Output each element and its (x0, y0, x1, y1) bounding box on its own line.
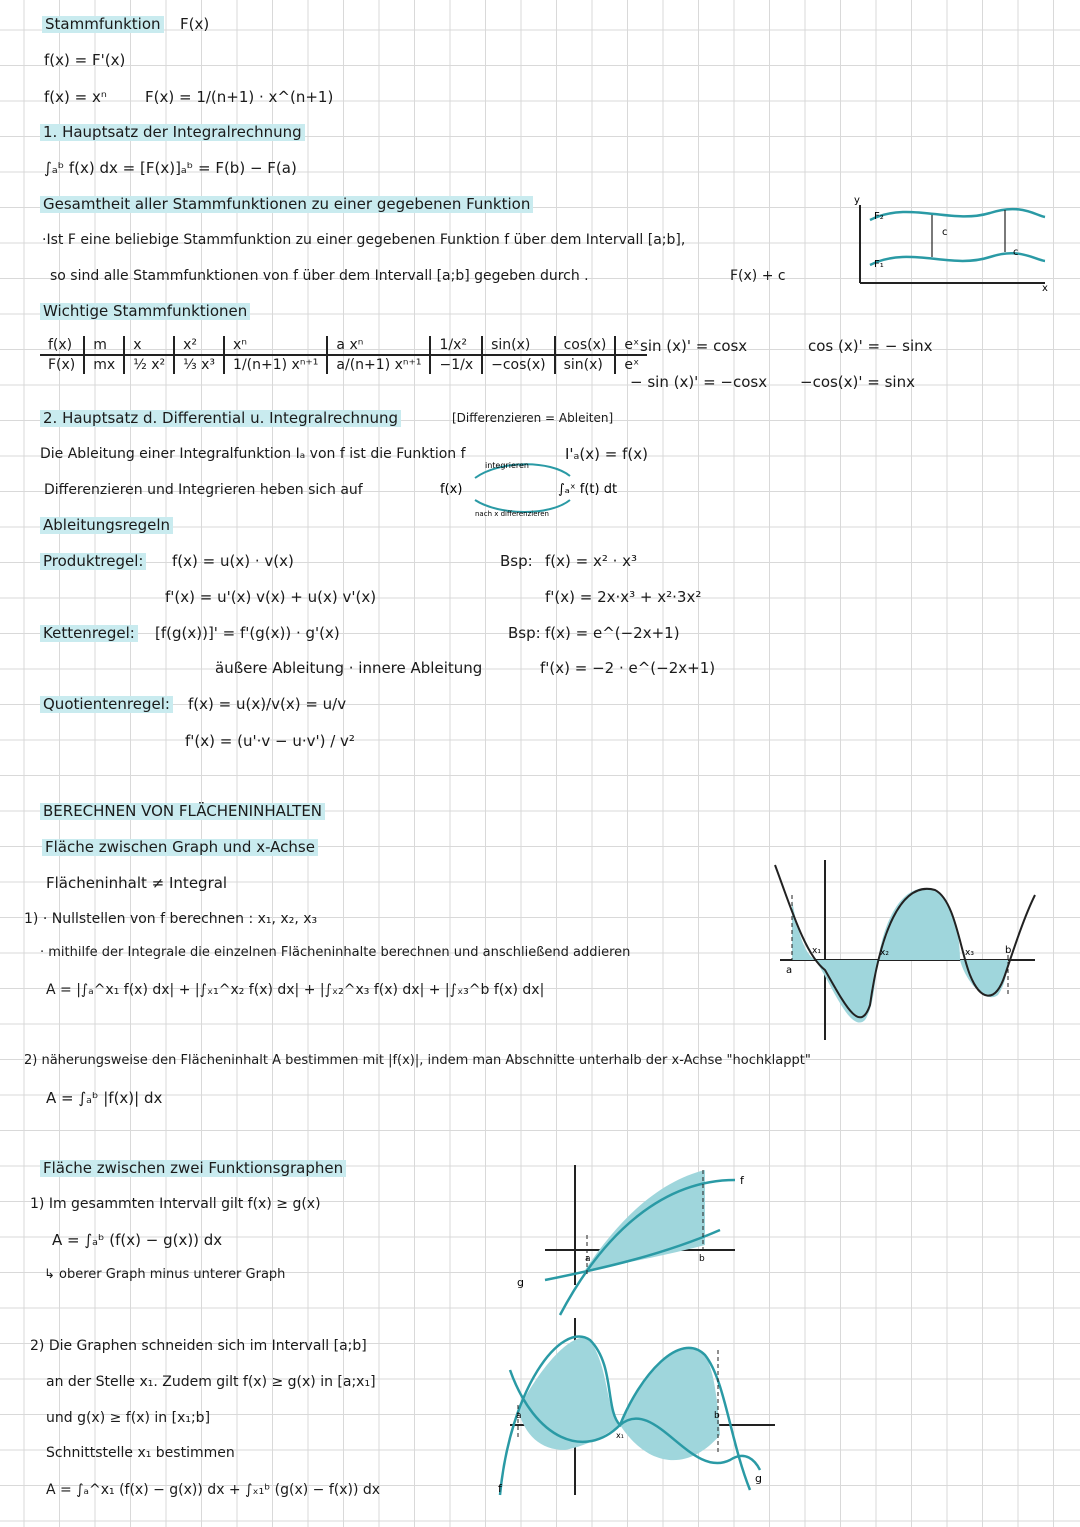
graph1-label-b: b (699, 1254, 705, 1264)
table-cell: eˣ (615, 355, 647, 374)
zwei-case1: 1) Im gesammten Intervall gilt f(x) ≥ g(x) (30, 1196, 321, 1212)
stammfunktion-symbol: F(x) (180, 15, 210, 33)
cycle-top-label: integrieren (485, 461, 529, 470)
table-row-F (40, 355, 647, 374)
cycle-right: ∫ₐˣ f(t) dt (558, 482, 618, 497)
table-cell: a/(n+1) xⁿ⁺¹ (327, 355, 430, 374)
area-label-a: a (786, 965, 793, 976)
table-row-f (40, 336, 647, 355)
kettenregel-label: Kettenregel: (40, 625, 138, 642)
graph2-label-b: b (714, 1411, 720, 1421)
wichtige-title: Wichtige Stammfunktionen (40, 303, 250, 320)
table-cell: sin(x) (482, 336, 555, 355)
table-cell: eˣ (615, 336, 647, 355)
table-cell: F(x) (48, 357, 76, 373)
hauptsatz2-formula: I'ₐ(x) = f(x) (565, 445, 648, 463)
graph2-label-x1: x₁ (616, 1431, 624, 1440)
gesamtheit-title: Gesamtheit aller Stammfunktionen zu einer gegebenen Funktion (40, 196, 533, 213)
graph-label-y: y (854, 195, 860, 206)
zwei-case2-line1: 2) Die Graphen schneiden sich im Intervall [a;b] (30, 1338, 367, 1354)
bsp1-label: Bsp: (500, 552, 533, 570)
cycle-bottom-label: nach x differenzieren (475, 510, 549, 518)
derivative-neg-cos: −cos(x)' = sinx (800, 373, 915, 391)
table-cell: x² (174, 336, 224, 355)
hauptsatz2-line2: Differenzieren und Integrieren heben sich auf (44, 482, 363, 498)
zwei-case2-line2: an der Stelle x₁. Zudem gilt f(x) ≥ g(x) in [a;x₁] (46, 1374, 376, 1390)
hauptsatz2-title: 2. Hauptsatz d. Differential u. Integralrechnung (40, 410, 401, 427)
hauptsatz2-note: [Differenzieren = Ableiten] (452, 411, 614, 425)
bsp2-fprime: f'(x) = −2 · e^(−2x+1) (540, 659, 716, 677)
table-cell: f(x) (40, 336, 84, 355)
graph1-label-f: f (740, 1174, 744, 1187)
kettenregel-note: äußere Ableitung · innere Ableitung (215, 659, 483, 677)
zwei-case1-formula: A = ∫ₐᵇ (f(x) − g(x)) dx (52, 1231, 223, 1249)
gesamtheit-line2: so sind alle Stammfunktionen von f über dem Intervall [a;b] gegeben durch . (50, 268, 589, 284)
bsp1-f: f(x) = x² · x³ (545, 552, 638, 570)
bsp2-f: f(x) = e^(−2x+1) (545, 624, 680, 642)
cycle-left: f(x) (440, 482, 463, 497)
area-graph (770, 855, 1040, 1045)
derivative-cos: cos (x)' = − sinx (808, 337, 933, 355)
two-graphs-2 (490, 1310, 780, 1500)
table-cell: x (124, 336, 174, 355)
zwei-case2-formula: A = ∫ₐ^x₁ (f(x) − g(x)) dx + ∫ₓ₁ᵇ (g(x) − f(x)) dx (46, 1482, 381, 1498)
table-cell: 1/x² (430, 336, 482, 355)
area-label-b: b (1005, 945, 1012, 956)
table-cell: −1/x (430, 355, 482, 374)
kettenregel-formula: [f(g(x))]' = f'(g(x)) · g'(x) (155, 624, 340, 642)
table-cell: xⁿ (224, 336, 327, 355)
flaechen-step1: 1) · Nullstellen von f berechnen : x₁, x₂, x₃ (24, 911, 318, 927)
gesamtheit-result: F(x) + c (730, 268, 786, 284)
graph2-label-g: g (755, 1472, 762, 1485)
graph1-label-a: a (585, 1254, 591, 1264)
ableitungsregeln-title: Ableitungsregeln (40, 517, 173, 534)
stammfunktionen-graph (850, 195, 1050, 294)
hauptsatz1-formula: ∫ₐᵇ f(x) dx = [F(x)]ₐᵇ = F(b) − F(a) (44, 159, 297, 177)
graph2-label-a: a (516, 1411, 522, 1421)
quotientenregel-fprime: f'(x) = (u'·v − u·v') / v² (185, 732, 355, 750)
table-cell: ½ x² (124, 355, 174, 374)
flaechen-note: Flächeninhalt ≠ Integral (46, 874, 228, 892)
flaechen-sub1: Fläche zwischen Graph und x-Achse (42, 839, 318, 856)
stammfunktion-definition: f(x) = F'(x) (44, 51, 126, 69)
hauptsatz1-title: 1. Hauptsatz der Integralrechnung (40, 124, 305, 141)
graph-label-x: x (1042, 283, 1048, 294)
zwei-case1-note: ↳ oberer Graph minus unterer Graph (44, 1267, 286, 1282)
table-cell: m (84, 336, 124, 355)
table-cell: ⅓ x³ (174, 355, 224, 374)
produktregel-f: f(x) = u(x) · v(x) (172, 552, 294, 570)
quotientenregel-f: f(x) = u(x)/v(x) = u/v (188, 695, 347, 713)
produktregel-label: Produktregel: (40, 553, 146, 570)
table-cell: −cos(x) (482, 355, 555, 374)
flaechen-formula2: A = ∫ₐᵇ |f(x)| dx (46, 1089, 163, 1107)
hauptsatz2-line1: Die Ableitung einer Integralfunktion Iₐ von f ist die Funktion f (40, 446, 466, 462)
area-label-x3: x₃ (965, 948, 974, 958)
table-cell: mx (84, 355, 124, 374)
cycle-diagram (440, 460, 640, 520)
graph-label-c1: c (942, 227, 948, 238)
flaechen-step2: 2) näherungsweise den Flächeninhalt A bestimmen mit |f(x)|, indem man Abschnitte unterhalb der x-Achse "hochklappt" (24, 1053, 811, 1068)
bsp1-fprime: f'(x) = 2x·x³ + x²·3x² (545, 588, 702, 606)
gesamtheit-line1: ·Ist F eine beliebige Stammfunktion zu einer gegebenen Funktion f über dem Intervall [a;b], (42, 232, 686, 248)
flaechen-formula1: A = |∫ₐ^x₁ f(x) dx| + |∫ₓ₁^x₂ f(x) dx| + |∫ₓ₂^x₃ f(x) dx| + |∫ₓ₃^b f(x) dx| (46, 982, 545, 998)
table-cell: sin(x) (555, 355, 616, 374)
zwei-case2-line4: Schnittstelle x₁ bestimmen (46, 1445, 235, 1461)
flaechen-title: BERECHNEN VON FLÄCHENINHALTEN (40, 803, 325, 820)
table-cell: a xⁿ (327, 336, 430, 355)
power-rule-F: F(x) = 1/(n+1) · x^(n+1) (145, 88, 334, 106)
quotientenregel-label: Quotientenregel: (40, 696, 173, 713)
bsp2-label: Bsp: (508, 624, 541, 642)
zwei-title: Fläche zwischen zwei Funktionsgraphen (40, 1160, 346, 1177)
graph-label-f2: F₂ (874, 211, 884, 222)
area-label-x2: x₂ (880, 948, 889, 958)
graph2-label-f: f (498, 1482, 502, 1495)
stammfunktionen-table (40, 336, 647, 374)
derivative-sin: sin (x)' = cosx (640, 337, 748, 355)
graph1-label-g: g (517, 1276, 524, 1289)
area-label-x1: x₁ (812, 946, 821, 956)
derivative-neg-sin: − sin (x)' = −cosx (630, 373, 768, 391)
graph-label-f1: F₁ (874, 259, 884, 270)
table-cell: cos(x) (555, 336, 616, 355)
flaechen-step1b: · mithilfe der Integrale die einzelnen Flächeninhalte berechnen und anschließend addieren (40, 945, 631, 960)
zwei-case2-line3: und g(x) ≥ f(x) in [x₁;b] (46, 1410, 211, 1426)
graph-label-c2: c (1013, 247, 1019, 258)
power-rule-f: f(x) = xⁿ (44, 88, 107, 106)
produktregel-fprime: f'(x) = u'(x) v(x) + u(x) v'(x) (165, 588, 377, 606)
two-graphs-1 (505, 1150, 755, 1290)
stammfunktion-title: Stammfunktion (42, 16, 164, 33)
table-cell: 1/(n+1) xⁿ⁺¹ (224, 355, 327, 374)
